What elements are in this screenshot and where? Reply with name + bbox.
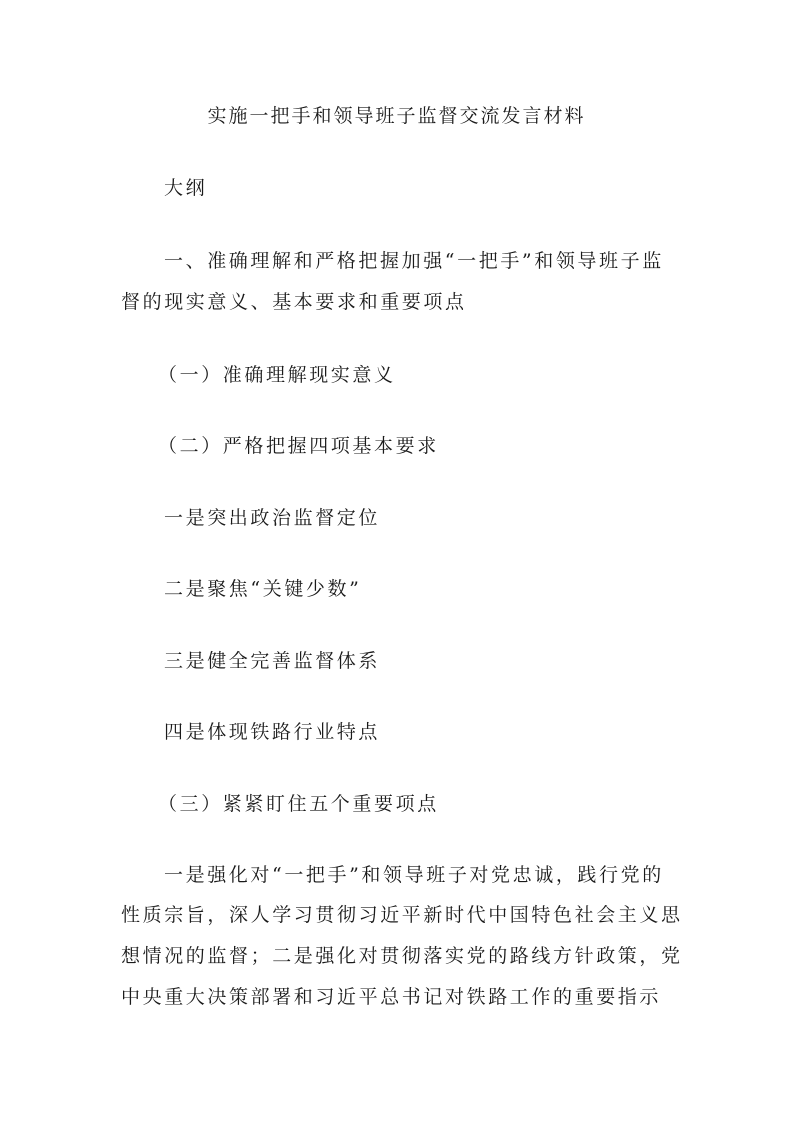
paragraph-line-1: 一是强化对“一把手”和领导班子对党忠诚，践行党的 <box>164 864 664 886</box>
outline-label: 大纲 <box>164 177 208 199</box>
subsection-1-heading: （一）准确理解现实意义 <box>158 364 396 386</box>
requirement-4: 四是体现铁路行业特点 <box>164 721 381 743</box>
paragraph-line-2: 性质宗旨，深人学习贯彻习近平新时代中国特色社会主义思 <box>121 904 683 926</box>
requirement-3: 三是健全完善监督体系 <box>164 650 381 672</box>
document-title: 实施一把手和领导班子监督交流发言材料 <box>207 105 586 127</box>
subsection-2-heading: （二）严格把握四项基本要求 <box>158 435 439 457</box>
paragraph-line-4: 中央重大决策部署和习近平总书记对铁路工作的重要指示 <box>121 986 662 1008</box>
subsection-3-heading: （三）紧紧盯住五个重要项点 <box>158 793 439 815</box>
section-1-heading-line-2: 督的现实意义、基本要求和重要项点 <box>121 291 467 313</box>
requirement-2: 二是聚焦“关键少数” <box>164 578 362 600</box>
paragraph-line-3: 想情况的监督；二是强化对贯彻落实党的路线方针政策，党 <box>121 945 683 967</box>
section-1-heading-line-1: 一、准确理解和严格把握加强“一把手”和领导班子监 <box>164 250 664 272</box>
requirement-1: 一是突出政治监督定位 <box>164 507 381 529</box>
